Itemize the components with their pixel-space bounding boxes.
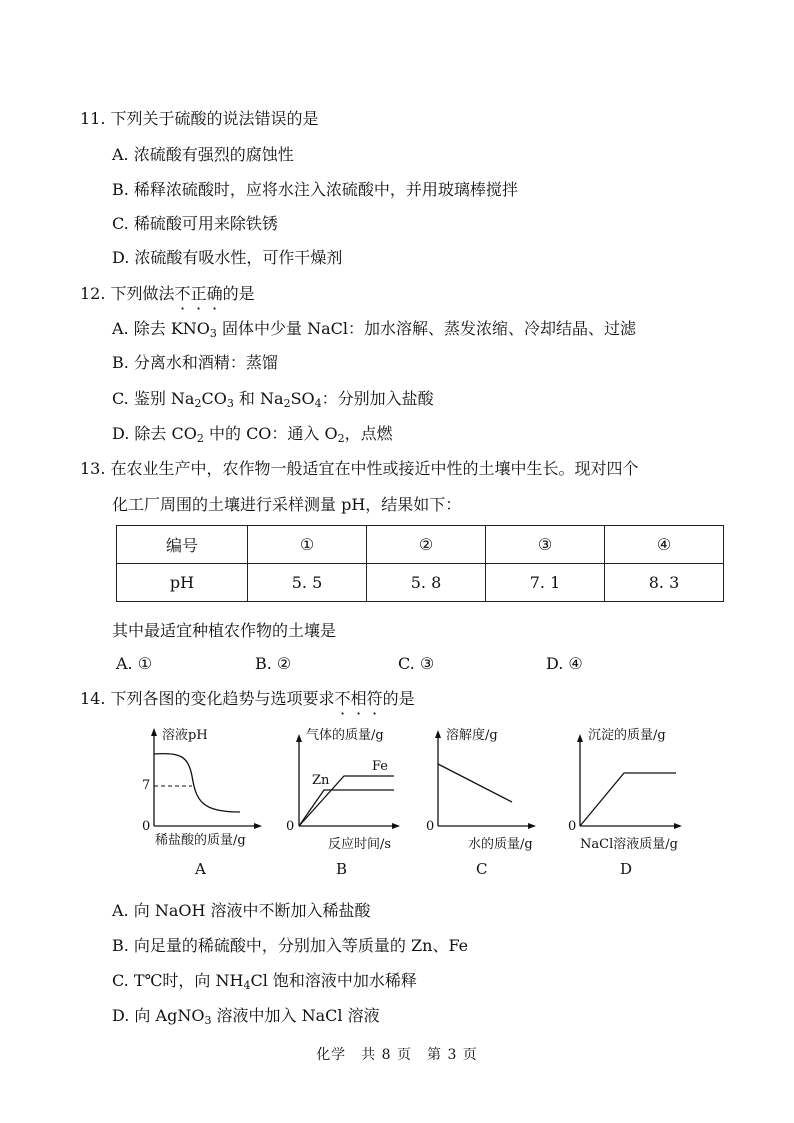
q13-option-d: D. ④ bbox=[546, 654, 583, 673]
graph-c-origin: 0 bbox=[426, 819, 435, 834]
emphasis-char: 确 bbox=[206, 284, 223, 303]
table-cell: 7. 1 bbox=[486, 564, 605, 602]
graph-d-label: D bbox=[620, 860, 633, 878]
q13-option-a: A. ① bbox=[116, 654, 153, 673]
emphasis-char: 不 bbox=[334, 689, 351, 708]
graph-a-origin: 0 bbox=[142, 819, 151, 834]
graph-b-ylabel: 气体的质量/g bbox=[306, 728, 384, 743]
page-footer: 化学 共 8 页 第 3 页 bbox=[316, 1047, 478, 1063]
graph-b-xlabel: 反应时间/s bbox=[328, 837, 392, 852]
y-axis-arrow bbox=[435, 730, 441, 738]
graph-d-xlabel: NaCl溶液质量/g bbox=[580, 837, 678, 852]
graph-c-ylabel: 溶解度/g bbox=[446, 728, 498, 743]
graph-a-svg bbox=[140, 726, 290, 876]
graph-d-origin: 0 bbox=[568, 819, 577, 834]
emphasis-char: 正 bbox=[190, 284, 207, 303]
graph-d-ylabel: 沉淀的质量/g bbox=[588, 728, 666, 743]
table-cell: 5. 8 bbox=[367, 564, 486, 602]
y-axis-arrow bbox=[577, 734, 583, 742]
q14-option-a: A. 向 NaOH 溶液中不断加入稀盐酸 bbox=[112, 901, 371, 920]
table-cell: 8. 3 bbox=[605, 564, 724, 602]
graph-c-label: C bbox=[476, 860, 488, 878]
q14-stem: 14. 下列各图的变化趋势与选项要求不相符的是 bbox=[80, 689, 415, 708]
q12-option-c: C. 鉴别 $Na_2CO_3$ 和 $Na_2SO_4$：分别加入盐酸 bbox=[112, 389, 434, 410]
x-axis-arrow bbox=[674, 823, 682, 829]
x-axis-arrow bbox=[528, 823, 536, 829]
q12-option-b: B. 分离水和酒精：蒸馏 bbox=[112, 353, 278, 372]
table-cell: ④ bbox=[605, 526, 724, 564]
q13-stem-line1: 13. 在农业生产中，农作物一般适宜在中性或接近中性的土壤中生长。现对四个 bbox=[80, 459, 639, 478]
graph-b bbox=[284, 726, 434, 876]
q11-option-b: B. 稀释浓硫酸时，应将水注入浓硫酸中，并用玻璃棒搅拌 bbox=[112, 180, 518, 199]
ph-curve bbox=[154, 754, 240, 812]
emphasis-char: 不 bbox=[174, 284, 191, 303]
q11-option-d: D. 浓硫酸有吸水性，可作干燥剂 bbox=[112, 248, 343, 267]
graph-a bbox=[140, 726, 290, 876]
graph-a-tick-7: 7 bbox=[142, 778, 151, 793]
emphasis-char: 符 bbox=[366, 689, 383, 708]
graph-b-origin: 0 bbox=[286, 819, 295, 834]
emphasis-char: 相 bbox=[350, 689, 367, 708]
q11-option-a: A. 浓硫酸有强烈的腐蚀性 bbox=[112, 145, 294, 164]
q13-question: 其中最适宜种植农作物的土壤是 bbox=[112, 621, 337, 640]
precipitate-line bbox=[580, 773, 676, 826]
q12-option-a: A. 除去 $KNO_3$ 固体中少量 NaCl：加水溶解、蒸发浓缩、冷却结晶、过滤 bbox=[112, 319, 636, 340]
table-cell: ② bbox=[367, 526, 486, 564]
q13-option-c: C. ③ bbox=[398, 654, 435, 673]
q13-option-b: B. ② bbox=[255, 654, 292, 673]
x-axis-arrow bbox=[392, 823, 400, 829]
table-cell: ① bbox=[248, 526, 367, 564]
graph-d-svg bbox=[566, 726, 716, 876]
graph-a-ylabel: 溶液pH bbox=[162, 728, 208, 743]
graph-c bbox=[424, 726, 577, 878]
graph-c-xlabel: 水的质量/g bbox=[468, 837, 533, 852]
graph-b-zn-label: Zn bbox=[312, 773, 330, 788]
graph-b-label: B bbox=[336, 860, 348, 878]
graph-b-fe-label: Fe bbox=[372, 759, 389, 774]
table-cell: 编号 bbox=[117, 526, 248, 564]
graph-a-xlabel: 稀盐酸的质量/g bbox=[155, 833, 246, 848]
y-axis-arrow bbox=[296, 734, 302, 742]
table-row bbox=[117, 564, 724, 602]
zn-line bbox=[299, 790, 394, 826]
y-axis-arrow bbox=[151, 728, 157, 736]
table-cell: pH bbox=[117, 564, 248, 602]
graph-d bbox=[566, 726, 716, 876]
table-cell: 5. 5 bbox=[248, 564, 367, 602]
q11-option-c: C. 稀硫酸可用来除铁锈 bbox=[112, 214, 278, 233]
q12-stem: 12. 下列做法不正确的是 bbox=[80, 284, 255, 303]
q14-option-b: B. 向足量的稀硫酸中，分别加入等质量的 Zn、Fe bbox=[112, 936, 469, 955]
q12-option-d: D. 除去 $CO_2$ 中的 CO：通入 $O_2$，点燃 bbox=[112, 424, 393, 445]
q14-option-c: C. T℃时，向 $NH_4Cl$ 饱和溶液中加水稀释 bbox=[112, 971, 417, 992]
table-row bbox=[117, 526, 724, 564]
table-cell: ③ bbox=[486, 526, 605, 564]
graph-b-svg bbox=[284, 726, 434, 876]
q14-option-d: D. 向 AgNO$_3$ 溶液中加入 NaCl 溶液 bbox=[112, 1006, 380, 1027]
solubility-line bbox=[438, 764, 512, 802]
graph-c-svg bbox=[424, 726, 577, 876]
ph-table bbox=[116, 525, 724, 602]
q11-stem: 11. 下列关于硫酸的说法错误的是 bbox=[80, 109, 319, 128]
x-axis-arrow bbox=[254, 823, 262, 829]
graph-a-label: A bbox=[195, 860, 206, 878]
q13-stem-line2: 化工厂周围的土壤进行采样测量 pH，结果如下： bbox=[112, 495, 462, 514]
